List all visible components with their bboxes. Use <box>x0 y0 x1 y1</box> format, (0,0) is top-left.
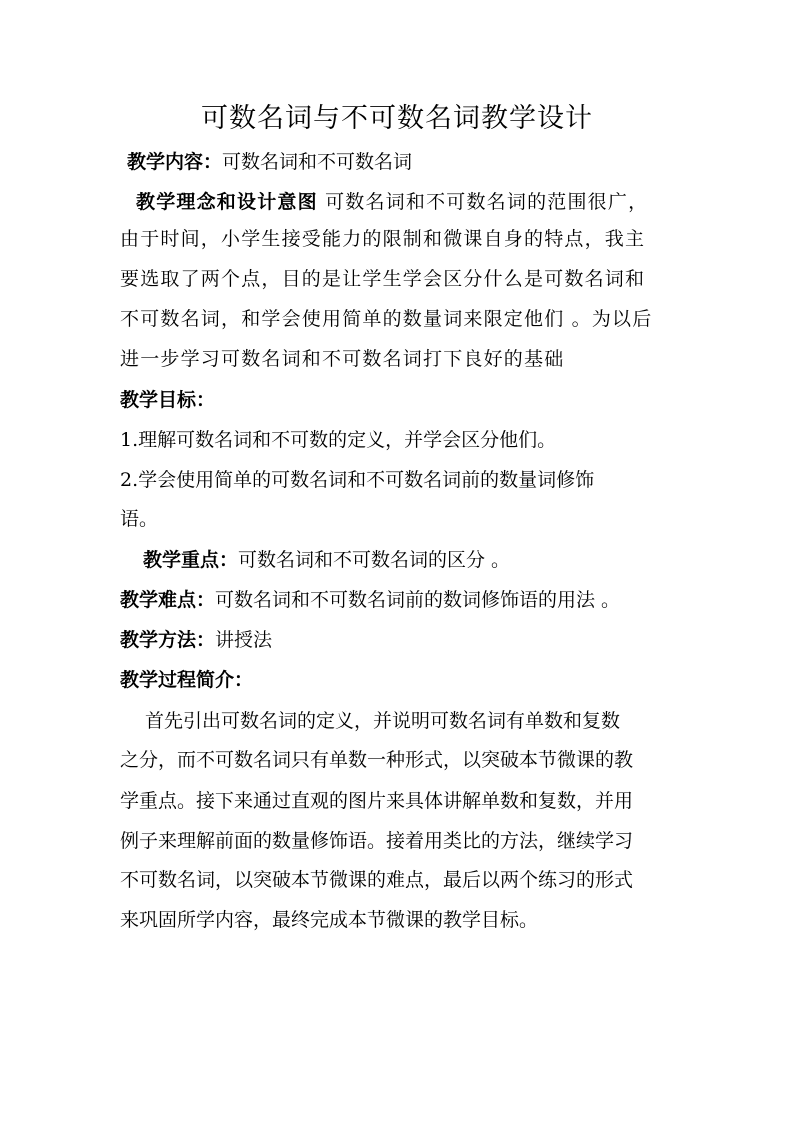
difficulty-line <box>120 587 680 613</box>
difficulty-label: 教学难点： <box>120 589 216 611</box>
process-line-3: 学重点。接下来通过直观的图片来具体讲解单数和复数，并用 <box>120 790 634 812</box>
key-point-text: 可数名词和不可数名词的区分 。 <box>238 549 511 571</box>
key-point-line <box>143 547 703 573</box>
process-line-5: 不可数名词，以突破本节微课的难点，最后以两个练习的形式 <box>120 869 634 891</box>
process-line-4: 例子来理解前面的数量修饰语。接着用类比的方法，继续学习 <box>120 830 634 852</box>
content-text: 可数名词和不可数名词 <box>222 151 413 173</box>
philosophy-line-1 <box>136 189 696 215</box>
process-line-2: 之分，而不可数名词只有单数一种形式，以突破本节微课的教 <box>120 749 634 771</box>
process-line-6: 来巩固所学内容，最终完成本节微课的教学目标。 <box>120 909 539 931</box>
objective-1: 1.理解可数名词和不可数的定义，并学会区分他们。 <box>120 429 557 451</box>
objectives-label: 教学目标： <box>120 389 216 411</box>
process-line-1: 首先引出可数名词的定义，并说明可数名词有单数和复数 <box>145 710 621 732</box>
method-line <box>120 627 680 653</box>
philosophy-line-5: 进一步学习可数名词和不可数名词打下良好的基础 <box>120 348 565 370</box>
document-title: 可数名词与不可数名词教学设计 <box>201 103 593 134</box>
method-label: 教学方法： <box>120 629 216 651</box>
objective-2: 2.学会使用简单的可数名词和不可数名词前的数量词修饰 <box>120 469 595 491</box>
philosophy-line-3: 要选取了两个点，目的是让学生学会区分什么是可数名词和 <box>120 268 646 290</box>
philosophy-line-2: 由于时间，小学生接受能力的限制和微课自身的特点，我主 <box>120 228 646 250</box>
objective-2-continued: 语。 <box>120 508 159 530</box>
philosophy-label: 教学理念和设计意图 <box>136 191 318 213</box>
philosophy-text-1: 可数名词和不可数名词的范围很广， <box>325 191 649 213</box>
key-point-label: 教学重点： <box>143 549 239 571</box>
content-line <box>127 149 687 175</box>
method-text: 讲授法 <box>215 629 273 651</box>
content-label: 教学内容： <box>127 151 223 173</box>
difficulty-text: 可数名词和不可数名词前的数词修饰语的用法 。 <box>215 589 621 611</box>
process-label: 教学过程简介： <box>120 669 254 691</box>
philosophy-line-4: 不可数名词，和学会使用简单的数量词来限定他们 。为以后 <box>120 308 653 330</box>
